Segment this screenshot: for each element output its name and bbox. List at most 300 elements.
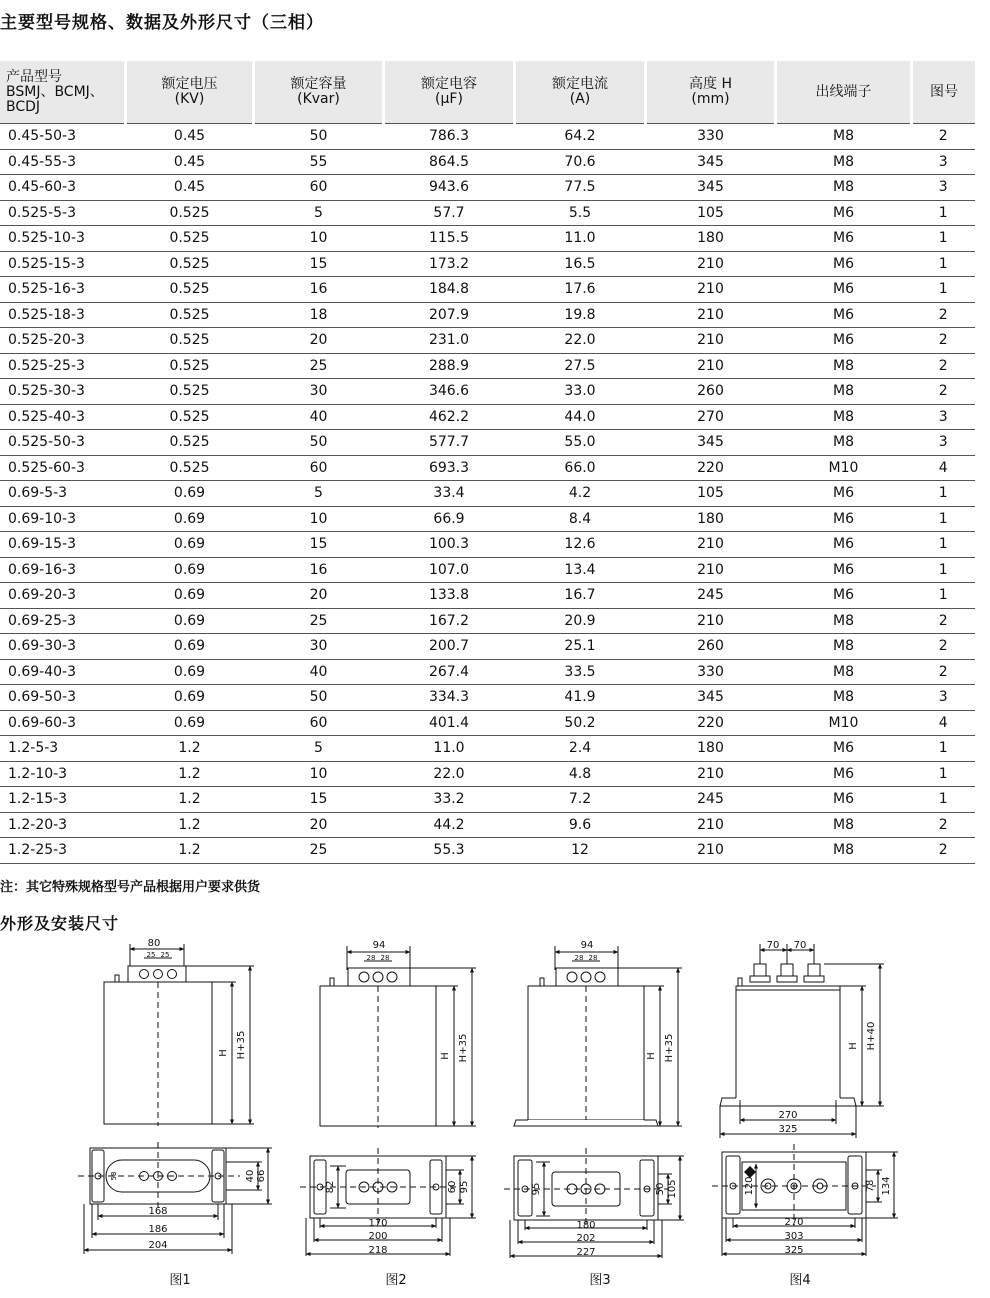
table-cell: 180 bbox=[646, 506, 776, 532]
table-cell: 11.0 bbox=[384, 736, 515, 762]
table-cell: M10 bbox=[776, 455, 912, 481]
table-cell: 20 bbox=[254, 812, 384, 838]
table-cell: 2 bbox=[912, 608, 976, 634]
table-cell: 346.6 bbox=[384, 379, 515, 405]
table-row bbox=[0, 787, 975, 813]
table-cell: 0.525 bbox=[126, 226, 254, 252]
fig2-bottom-a: 170 bbox=[368, 1218, 388, 1229]
table-cell: 180 bbox=[646, 736, 776, 762]
table-cell: M8 bbox=[776, 659, 912, 685]
figure-1 bbox=[78, 938, 272, 1288]
fig4-foot-a: 270 bbox=[778, 1110, 798, 1121]
table-cell: 66.9 bbox=[384, 506, 515, 532]
table-cell: 210 bbox=[646, 328, 776, 354]
table-cell: M6 bbox=[776, 761, 912, 787]
table-cell: 0.525-15-3 bbox=[0, 251, 126, 277]
table-cell: 345 bbox=[646, 149, 776, 175]
table-cell: 210 bbox=[646, 557, 776, 583]
section-title: 外形及安装尺寸 bbox=[0, 914, 120, 933]
table-cell: M6 bbox=[776, 226, 912, 252]
table-cell: 1 bbox=[912, 557, 976, 583]
table-cell: 245 bbox=[646, 787, 776, 813]
table-cell: 0.525-20-3 bbox=[0, 328, 126, 354]
table-cell: 0.525-16-3 bbox=[0, 277, 126, 303]
fig1-bottom-c: 204 bbox=[148, 1240, 168, 1251]
table-row bbox=[0, 430, 975, 456]
table-cell: M6 bbox=[776, 302, 912, 328]
table-cell: 245 bbox=[646, 583, 776, 609]
table-cell: 0.69-25-3 bbox=[0, 608, 126, 634]
table-row bbox=[0, 481, 975, 507]
table-cell: 100.3 bbox=[384, 532, 515, 558]
fig3-bottom-a: 180 bbox=[576, 1220, 596, 1231]
table-cell: 345 bbox=[646, 430, 776, 456]
table-cell: 345 bbox=[646, 175, 776, 201]
table-cell: 50.2 bbox=[515, 710, 646, 736]
table-cell: 0.45-50-3 bbox=[0, 124, 126, 150]
table-cell: 4 bbox=[912, 455, 976, 481]
fig1-bottom-a: 168 bbox=[148, 1206, 168, 1217]
fig3-top-width: 94 bbox=[580, 940, 594, 951]
table-cell: 0.525 bbox=[126, 251, 254, 277]
table-cell: 107.0 bbox=[384, 557, 515, 583]
table-cell: 33.5 bbox=[515, 659, 646, 685]
table-row bbox=[0, 608, 975, 634]
table-cell: 0.69 bbox=[126, 634, 254, 660]
table-cell: 16.5 bbox=[515, 251, 646, 277]
table-cell: M8 bbox=[776, 838, 912, 864]
table-row bbox=[0, 302, 975, 328]
fig3-bottom-c: 227 bbox=[576, 1247, 596, 1258]
table-cell: 184.8 bbox=[384, 277, 515, 303]
fig1-pitch-b: 25 bbox=[160, 951, 170, 959]
table-cell: 44.0 bbox=[515, 404, 646, 430]
fig2-side-a: 60 bbox=[447, 1180, 458, 1194]
table-cell: 0.525 bbox=[126, 404, 254, 430]
table-cell: 693.3 bbox=[384, 455, 515, 481]
table-cell: 2 bbox=[912, 379, 976, 405]
table-row bbox=[0, 175, 975, 201]
table-cell: 2 bbox=[912, 659, 976, 685]
table-cell: 33.4 bbox=[384, 481, 515, 507]
table-cell: M6 bbox=[776, 506, 912, 532]
fig1-bottom-b: 186 bbox=[148, 1224, 168, 1235]
table-cell: 207.9 bbox=[384, 302, 515, 328]
table-cell: M8 bbox=[776, 608, 912, 634]
table-cell: 0.525-10-3 bbox=[0, 226, 126, 252]
table-cell: 3 bbox=[912, 404, 976, 430]
table-cell: 173.2 bbox=[384, 251, 515, 277]
header-capacitance: 额定电容 (μF) bbox=[384, 61, 515, 124]
table-cell: 20.9 bbox=[515, 608, 646, 634]
table-cell: 0.525 bbox=[126, 379, 254, 405]
table-cell: 33.0 bbox=[515, 379, 646, 405]
table-row bbox=[0, 251, 975, 277]
fig2-pitch-a: 28 bbox=[366, 954, 376, 962]
table-cell: 0.69 bbox=[126, 659, 254, 685]
fig1-side-a: 40 bbox=[245, 1169, 256, 1183]
table-cell: 864.5 bbox=[384, 149, 515, 175]
table-cell: 50 bbox=[254, 430, 384, 456]
table-cell: 5.5 bbox=[515, 200, 646, 226]
table-cell: 16 bbox=[254, 277, 384, 303]
table-cell: 220 bbox=[646, 455, 776, 481]
table-cell: M8 bbox=[776, 812, 912, 838]
header-current: 额定电流 (A) bbox=[515, 61, 646, 124]
table-cell: 1.2 bbox=[126, 787, 254, 813]
table-cell: M8 bbox=[776, 404, 912, 430]
table-cell: 210 bbox=[646, 353, 776, 379]
table-cell: 0.69 bbox=[126, 608, 254, 634]
table-header-row bbox=[0, 61, 975, 124]
table-cell: 334.3 bbox=[384, 685, 515, 711]
table-cell: M8 bbox=[776, 353, 912, 379]
table-cell: 288.9 bbox=[384, 353, 515, 379]
table-cell: 9.6 bbox=[515, 812, 646, 838]
table-cell: 1.2-25-3 bbox=[0, 838, 126, 864]
table-cell: 0.45 bbox=[126, 149, 254, 175]
fig4-bottom-c: 325 bbox=[784, 1245, 804, 1256]
fig4-side-b: 134 bbox=[881, 1176, 892, 1196]
table-cell: 0.69-16-3 bbox=[0, 557, 126, 583]
table-cell: 60 bbox=[254, 455, 384, 481]
table-cell: 0.69-20-3 bbox=[0, 583, 126, 609]
table-row bbox=[0, 583, 975, 609]
table-cell: 0.525 bbox=[126, 277, 254, 303]
fig4-inner-dim: 120 bbox=[744, 1176, 755, 1196]
table-cell: 4 bbox=[912, 710, 976, 736]
table-cell: 1.2-20-3 bbox=[0, 812, 126, 838]
table-cell: 5 bbox=[254, 736, 384, 762]
table-cell: 0.69-40-3 bbox=[0, 659, 126, 685]
table-cell: 27.5 bbox=[515, 353, 646, 379]
table-cell: 5 bbox=[254, 200, 384, 226]
fig2-caption: 图2 bbox=[385, 1273, 407, 1288]
table-cell: M8 bbox=[776, 175, 912, 201]
table-cell: 64.2 bbox=[515, 124, 646, 150]
table-cell: 0.525-25-3 bbox=[0, 353, 126, 379]
table-cell: 1 bbox=[912, 736, 976, 762]
table-cell: 0.69-10-3 bbox=[0, 506, 126, 532]
table-cell: 44.2 bbox=[384, 812, 515, 838]
table-cell: 0.45 bbox=[126, 124, 254, 150]
fig3-pitch-a: 28 bbox=[574, 954, 584, 962]
table-cell: 0.69 bbox=[126, 710, 254, 736]
table-row bbox=[0, 226, 975, 252]
table-cell: M8 bbox=[776, 124, 912, 150]
page-title: 主要型号规格、数据及外形尺寸（三相） bbox=[0, 13, 324, 33]
table-cell: 60 bbox=[254, 175, 384, 201]
table-cell: 8.4 bbox=[515, 506, 646, 532]
table-cell: 2 bbox=[912, 302, 976, 328]
table-cell: 2 bbox=[912, 124, 976, 150]
table-cell: 25 bbox=[254, 838, 384, 864]
fig4-pitch-b: 70 bbox=[793, 940, 807, 951]
table-cell: 210 bbox=[646, 608, 776, 634]
table-cell: 270 bbox=[646, 404, 776, 430]
table-cell: 943.6 bbox=[384, 175, 515, 201]
table-row bbox=[0, 353, 975, 379]
table-row bbox=[0, 736, 975, 762]
fig3-side-b: 105 bbox=[667, 1179, 678, 1199]
header-height: 高度 H (mm) bbox=[646, 61, 776, 124]
table-cell: 210 bbox=[646, 532, 776, 558]
spec-table bbox=[0, 61, 975, 864]
table-cell: 0.45-60-3 bbox=[0, 175, 126, 201]
table-cell: M6 bbox=[776, 200, 912, 226]
table-cell: 4.8 bbox=[515, 761, 646, 787]
figure-4 bbox=[712, 940, 898, 1288]
fig1-caption: 图1 bbox=[169, 1273, 191, 1288]
table-cell: 2 bbox=[912, 634, 976, 660]
fig2-bottom-b: 200 bbox=[368, 1231, 388, 1242]
table-cell: 2 bbox=[912, 353, 976, 379]
table-cell: 12 bbox=[515, 838, 646, 864]
table-cell: M8 bbox=[776, 430, 912, 456]
table-row bbox=[0, 149, 975, 175]
fig1-side-b: 66 bbox=[256, 1169, 267, 1183]
table-cell: 210 bbox=[646, 838, 776, 864]
table-cell: M6 bbox=[776, 787, 912, 813]
table-cell: 17.6 bbox=[515, 277, 646, 303]
table-row bbox=[0, 277, 975, 303]
table-cell: 0.525-40-3 bbox=[0, 404, 126, 430]
table-cell: 2.4 bbox=[515, 736, 646, 762]
table-row bbox=[0, 532, 975, 558]
table-row bbox=[0, 685, 975, 711]
table-cell: 50 bbox=[254, 124, 384, 150]
table-row bbox=[0, 124, 975, 150]
table-cell: 105 bbox=[646, 200, 776, 226]
table-cell: 231.0 bbox=[384, 328, 515, 354]
table-cell: 0.69 bbox=[126, 532, 254, 558]
figure-3 bbox=[504, 940, 684, 1288]
header-figure-no: 图号 bbox=[912, 61, 976, 124]
fig3-height-h: H bbox=[646, 1052, 657, 1060]
table-row bbox=[0, 659, 975, 685]
table-cell: 1 bbox=[912, 251, 976, 277]
table-row bbox=[0, 404, 975, 430]
table-cell: 19.8 bbox=[515, 302, 646, 328]
table-cell: 50 bbox=[254, 685, 384, 711]
fig4-bottom-b: 303 bbox=[784, 1231, 804, 1242]
table-cell: 1 bbox=[912, 200, 976, 226]
table-cell: 25.1 bbox=[515, 634, 646, 660]
table-cell: 7.2 bbox=[515, 787, 646, 813]
table-cell: 1 bbox=[912, 226, 976, 252]
table-cell: 10 bbox=[254, 761, 384, 787]
table-row bbox=[0, 710, 975, 736]
table-cell: 0.525-18-3 bbox=[0, 302, 126, 328]
fig3-pitch-b: 28 bbox=[588, 954, 598, 962]
table-cell: 3 bbox=[912, 149, 976, 175]
table-cell: 267.4 bbox=[384, 659, 515, 685]
fig2-height-h35: H+35 bbox=[458, 1033, 469, 1063]
table-cell: 0.69-5-3 bbox=[0, 481, 126, 507]
header-model: 产品型号 BSMJ、BCMJ、 BCDJ bbox=[0, 61, 126, 124]
table-cell: 40 bbox=[254, 659, 384, 685]
table-cell: 16.7 bbox=[515, 583, 646, 609]
fig4-caption: 图4 bbox=[789, 1273, 811, 1288]
table-cell: 1.2 bbox=[126, 812, 254, 838]
table-cell: 18 bbox=[254, 302, 384, 328]
fig3-height-h35: H+35 bbox=[664, 1033, 675, 1063]
table-cell: 1 bbox=[912, 277, 976, 303]
header-capacity: 额定容量 (Kvar) bbox=[254, 61, 384, 124]
table-cell: 2 bbox=[912, 838, 976, 864]
table-body bbox=[0, 124, 975, 864]
table-row bbox=[0, 557, 975, 583]
table-cell: 1.2 bbox=[126, 761, 254, 787]
header-terminal: 出线端子 bbox=[776, 61, 912, 124]
table-cell: 345 bbox=[646, 685, 776, 711]
figure-2 bbox=[300, 940, 476, 1288]
table-cell: 0.525-60-3 bbox=[0, 455, 126, 481]
footnote: 注：其它特殊规格型号产品根据用户要求供货 bbox=[0, 880, 261, 895]
table-cell: 210 bbox=[646, 277, 776, 303]
table-row bbox=[0, 379, 975, 405]
table-cell: 0.45 bbox=[126, 175, 254, 201]
table-cell: 0.69-30-3 bbox=[0, 634, 126, 660]
table-cell: 0.525 bbox=[126, 328, 254, 354]
table-cell: M6 bbox=[776, 557, 912, 583]
table-cell: 15 bbox=[254, 532, 384, 558]
table-cell: 1 bbox=[912, 761, 976, 787]
fig4-bottom-a: 270 bbox=[784, 1217, 804, 1228]
table-cell: M8 bbox=[776, 634, 912, 660]
table-cell: 0.69 bbox=[126, 583, 254, 609]
table-cell: 133.8 bbox=[384, 583, 515, 609]
table-row bbox=[0, 200, 975, 226]
table-row bbox=[0, 812, 975, 838]
fig1-top-width: 80 bbox=[147, 938, 161, 949]
table-cell: 55.0 bbox=[515, 430, 646, 456]
table-cell: 167.2 bbox=[384, 608, 515, 634]
table-cell: 0.525 bbox=[126, 200, 254, 226]
table-cell: 0.525 bbox=[126, 302, 254, 328]
fig3-bottom-b: 202 bbox=[576, 1233, 596, 1244]
table-cell: 0.45-55-3 bbox=[0, 149, 126, 175]
table-cell: 0.525-30-3 bbox=[0, 379, 126, 405]
fig1-pitch-a: 25 bbox=[146, 951, 156, 959]
fig4-pitch-a: 70 bbox=[766, 940, 780, 951]
table-cell: 210 bbox=[646, 302, 776, 328]
table-cell: 25 bbox=[254, 608, 384, 634]
table-cell: 1.2-10-3 bbox=[0, 761, 126, 787]
table-cell: 577.7 bbox=[384, 430, 515, 456]
table-cell: 30 bbox=[254, 634, 384, 660]
table-cell: 33.2 bbox=[384, 787, 515, 813]
table-cell: 0.69-15-3 bbox=[0, 532, 126, 558]
fig2-top-width: 94 bbox=[372, 940, 386, 951]
table-cell: 462.2 bbox=[384, 404, 515, 430]
table-cell: M6 bbox=[776, 736, 912, 762]
table-cell: 40 bbox=[254, 404, 384, 430]
table-cell: 1 bbox=[912, 787, 976, 813]
table-cell: 1.2-15-3 bbox=[0, 787, 126, 813]
fig4-height-h40: H+40 bbox=[866, 1021, 877, 1051]
table-cell: M6 bbox=[776, 328, 912, 354]
table-cell: 15 bbox=[254, 787, 384, 813]
table-cell: 77.5 bbox=[515, 175, 646, 201]
table-cell: 1.2 bbox=[126, 736, 254, 762]
fig2-side-b: 95 bbox=[459, 1180, 470, 1194]
table-cell: 0.69 bbox=[126, 481, 254, 507]
fig2-height-h: H bbox=[440, 1052, 451, 1060]
table-cell: 0.525-50-3 bbox=[0, 430, 126, 456]
table-cell: 30 bbox=[254, 379, 384, 405]
dimension-drawings-svg bbox=[0, 930, 990, 1298]
header-voltage: 额定电压 (KV) bbox=[126, 61, 254, 124]
table-cell: 22.0 bbox=[515, 328, 646, 354]
table-cell: 20 bbox=[254, 583, 384, 609]
table-cell: 330 bbox=[646, 659, 776, 685]
table-cell: 10 bbox=[254, 506, 384, 532]
table-cell: 16 bbox=[254, 557, 384, 583]
table-cell: M8 bbox=[776, 379, 912, 405]
table-cell: 260 bbox=[646, 634, 776, 660]
table-cell: 2 bbox=[912, 812, 976, 838]
table-cell: 210 bbox=[646, 761, 776, 787]
table-cell: 41.9 bbox=[515, 685, 646, 711]
table-cell: 3 bbox=[912, 430, 976, 456]
table-cell: 57.7 bbox=[384, 200, 515, 226]
table-cell: 210 bbox=[646, 812, 776, 838]
table-cell: 3 bbox=[912, 685, 976, 711]
fig4-side-a: 78 bbox=[865, 1179, 876, 1193]
table-row bbox=[0, 838, 975, 864]
table-cell: 66.0 bbox=[515, 455, 646, 481]
table-cell: 25 bbox=[254, 353, 384, 379]
fig3-side-a: 50 bbox=[655, 1182, 666, 1196]
table-cell: 70.6 bbox=[515, 149, 646, 175]
fig4-height-h: H bbox=[848, 1042, 859, 1050]
table-cell: 1.2-5-3 bbox=[0, 736, 126, 762]
table-cell: 22.0 bbox=[384, 761, 515, 787]
dimension-drawings bbox=[0, 930, 990, 1298]
fig2-inner-dim: 82 bbox=[325, 1180, 336, 1194]
table-cell: 401.4 bbox=[384, 710, 515, 736]
table-cell: 0.69 bbox=[126, 557, 254, 583]
table-cell: 330 bbox=[646, 124, 776, 150]
table-cell: 15 bbox=[254, 251, 384, 277]
table-cell: 1.2 bbox=[126, 838, 254, 864]
table-cell: 260 bbox=[646, 379, 776, 405]
table-cell: 0.69-50-3 bbox=[0, 685, 126, 711]
table-cell: 4.2 bbox=[515, 481, 646, 507]
table-cell: M6 bbox=[776, 277, 912, 303]
table-cell: M8 bbox=[776, 149, 912, 175]
table-cell: 115.5 bbox=[384, 226, 515, 252]
table-cell: 1 bbox=[912, 506, 976, 532]
table-row bbox=[0, 634, 975, 660]
table-cell: 1 bbox=[912, 583, 976, 609]
table-cell: M6 bbox=[776, 481, 912, 507]
table-row bbox=[0, 328, 975, 354]
table-cell: M8 bbox=[776, 685, 912, 711]
table-row bbox=[0, 761, 975, 787]
table-cell: M10 bbox=[776, 710, 912, 736]
table-cell: M6 bbox=[776, 532, 912, 558]
table-cell: 10 bbox=[254, 226, 384, 252]
table-cell: 200.7 bbox=[384, 634, 515, 660]
table-cell: 0.525 bbox=[126, 353, 254, 379]
table-cell: 0.69 bbox=[126, 685, 254, 711]
fig1-inner-dim: 58 bbox=[110, 1171, 118, 1181]
fig2-pitch-b: 28 bbox=[380, 954, 390, 962]
table-cell: 180 bbox=[646, 226, 776, 252]
table-cell: M6 bbox=[776, 583, 912, 609]
